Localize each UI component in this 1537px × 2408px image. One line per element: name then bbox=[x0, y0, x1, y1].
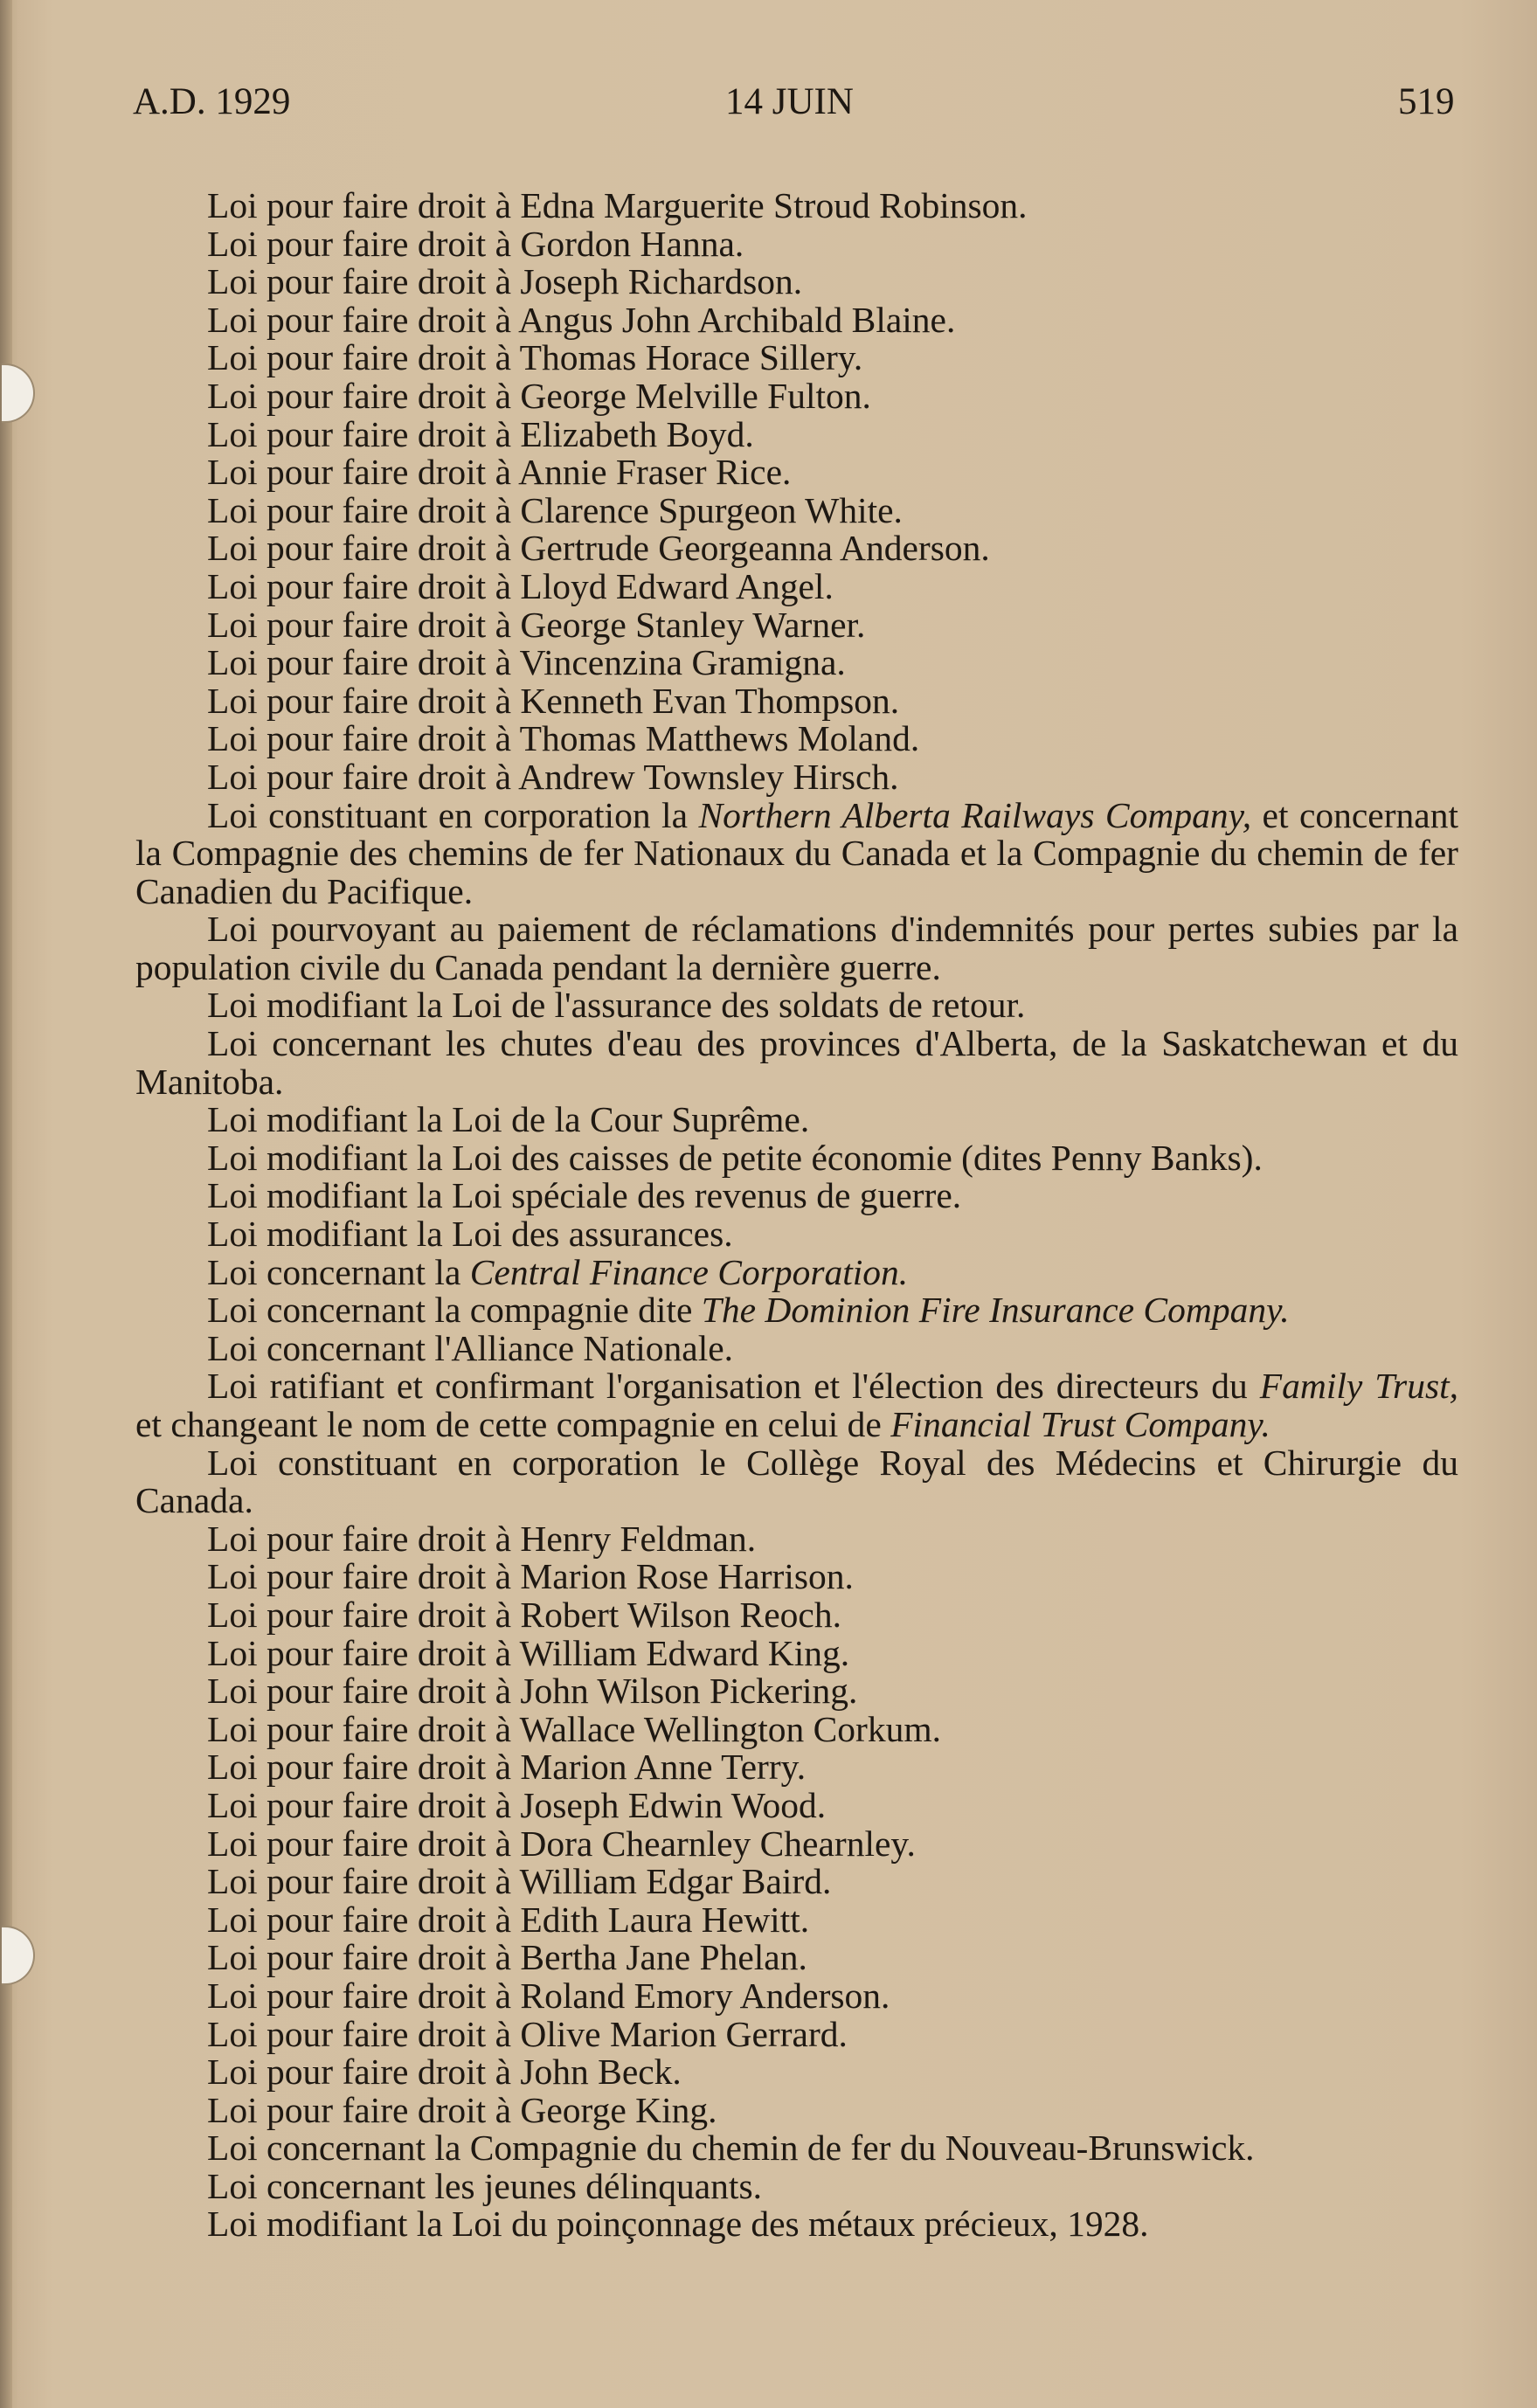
entry-text: Loi pour faire droit à Joseph Edwin Wood. bbox=[207, 1784, 827, 1825]
entry-text: Loi pour faire droit à Gertrude Georgeanna Anderson. bbox=[207, 528, 990, 569]
entry-text: Loi modifiant la Loi de l'assurance des soldats de retour. bbox=[207, 985, 1026, 1026]
entry-text: Loi pour faire droit à Marion Anne Terry. bbox=[207, 1747, 807, 1788]
bill-entry bbox=[135, 2013, 1458, 2054]
entry-text: Loi concernant les jeunes délinquants. bbox=[207, 2165, 762, 2206]
bill-entry bbox=[135, 1748, 1458, 1787]
bill-entry bbox=[135, 1520, 1458, 1559]
bill-entry bbox=[135, 1939, 1458, 1977]
entry-text: Loi pour faire droit à Gordon Hanna. bbox=[207, 223, 744, 264]
entry-text: Loi pour faire droit à Andrew Townsley Hirsch. bbox=[207, 756, 899, 797]
bill-entry bbox=[135, 644, 1458, 682]
bill-entry bbox=[135, 1139, 1458, 1178]
entry-italic-text: Family Trust, bbox=[1259, 1366, 1459, 1407]
bill-entry bbox=[135, 1251, 1458, 1292]
bill-entry bbox=[135, 377, 1458, 416]
header-year: A.D. 1929 bbox=[133, 81, 291, 122]
entry-text: Loi concernant l'Alliance Nationale. bbox=[207, 1327, 734, 1368]
entry-text: Loi pour faire droit à Robert Wilson Reoch. bbox=[207, 1594, 841, 1635]
bill-entry bbox=[135, 1672, 1458, 1711]
entry-text: Loi pour faire droit à Edith Laura Hewitt. bbox=[207, 1899, 810, 1940]
entry-text: Loi pour faire droit à Lloyd Edward Angel. bbox=[207, 565, 834, 606]
entry-text: Loi concernant les chutes d'eau des provinces d'Alberta, de la Saskatchewan et du Manitoba. bbox=[135, 1023, 1458, 1102]
bill-entry bbox=[135, 565, 1458, 606]
entry-text: Loi pour faire droit à Kenneth Evan Thompson. bbox=[207, 680, 900, 721]
bill-entry bbox=[135, 1558, 1458, 1596]
entry-text: Loi pour faire droit à John Wilson Pickering. bbox=[207, 1671, 858, 1712]
entry-text: Loi pourvoyant au paiement de réclamations d'indemnités pour pertes subies par la population civile du Canada pendant la dernière guerre. bbox=[135, 909, 1458, 987]
entry-text: Loi pour faire droit à Angus John Archibald Blaine. bbox=[207, 299, 956, 340]
binder-hole bbox=[2, 1926, 35, 1985]
bill-entry bbox=[135, 1327, 1458, 1368]
entry-text: Loi concernant la Compagnie du chemin de fer du Nouveau-Brunswick. bbox=[207, 2128, 1255, 2169]
entry-text: Loi pour faire droit à Joseph Richardson. bbox=[207, 261, 803, 302]
bill-entry bbox=[135, 1215, 1458, 1254]
entry-text: Loi modifiant la Loi spéciale des revenus de guerre. bbox=[207, 1175, 962, 1216]
binder-hole bbox=[2, 363, 35, 423]
entry-text: Loi modifiant la Loi de la Cour Suprême. bbox=[207, 1099, 810, 1140]
entry-text: Loi pour faire droit à Henry Feldman. bbox=[207, 1518, 757, 1559]
binding-edge bbox=[0, 0, 12, 2408]
bill-entry bbox=[135, 413, 1458, 454]
entry-text: Loi ratifiant et confirmant l'organisation et l'élection des directeurs du bbox=[207, 1366, 1260, 1407]
entry-text: Loi concernant la bbox=[207, 1251, 470, 1292]
entry-text: Loi modifiant la Loi des caisses de petite économie (dites Penny Banks). bbox=[207, 1137, 1263, 1178]
entry-text: Loi modifiant la Loi des assurances. bbox=[207, 1214, 733, 1255]
bill-entry bbox=[135, 2205, 1458, 2244]
bill-entry bbox=[135, 986, 1458, 1025]
bill-entry bbox=[135, 2165, 1458, 2206]
bill-entry bbox=[135, 1367, 1458, 1443]
entry-text: Loi pour faire droit à Edna Marguerite Stroud Robinson. bbox=[207, 185, 1028, 225]
bill-entry bbox=[135, 910, 1458, 986]
bill-entry bbox=[135, 1444, 1458, 1520]
header-date: 14 JUIN bbox=[725, 81, 854, 122]
entry-text: et changeant le nom de cette compagnie en celui de bbox=[135, 1404, 891, 1444]
bill-entry bbox=[135, 2089, 1458, 2130]
bill-entry bbox=[135, 187, 1458, 225]
entry-text: Loi pour faire droit à William Edgar Baird. bbox=[207, 1861, 832, 1902]
bill-list bbox=[135, 187, 1458, 2244]
bill-entry bbox=[135, 529, 1458, 568]
bill-entry bbox=[135, 301, 1458, 340]
entry-text: Loi pour faire droit à Roland Emory Anderson. bbox=[207, 1975, 890, 2016]
bill-entry bbox=[135, 1101, 1458, 1139]
bill-entry bbox=[135, 794, 1458, 911]
entry-text: Loi pour faire droit à Thomas Horace Sillery. bbox=[207, 337, 863, 378]
bill-entry bbox=[135, 1632, 1458, 1673]
page-number: 519 bbox=[1398, 81, 1455, 122]
bill-entry bbox=[135, 1291, 1458, 1330]
bill-entry bbox=[135, 1784, 1458, 1825]
bill-entry bbox=[135, 489, 1458, 530]
bill-entry bbox=[135, 720, 1458, 758]
entry-text: Loi concernant la compagnie dite bbox=[207, 1290, 702, 1331]
running-header bbox=[0, 80, 1537, 133]
bill-entry bbox=[135, 225, 1458, 264]
entry-text: Loi pour faire droit à Marion Rose Harrison. bbox=[207, 1556, 854, 1597]
entry-italic-text: The Dominion Fire Insurance Company. bbox=[701, 1290, 1290, 1331]
entry-text: Loi constituant en corporation le Collège Royal des Médecins et Chirurgie du Canada. bbox=[135, 1442, 1458, 1521]
bill-entry bbox=[135, 263, 1458, 301]
entry-text: Loi pour faire droit à Annie Fraser Rice. bbox=[207, 452, 792, 493]
entry-text: Loi pour faire droit à William Edward King. bbox=[207, 1632, 850, 1673]
entry-text: Loi pour faire droit à Elizabeth Boyd. bbox=[207, 413, 754, 454]
entry-text: Loi constituant en corporation la bbox=[207, 794, 699, 835]
entry-text: Loi modifiant la Loi du poinçonnage des métaux précieux, 1928. bbox=[207, 2204, 1149, 2245]
entry-text: Loi pour faire droit à George Melville Fulton. bbox=[207, 375, 871, 416]
bill-entry bbox=[135, 1977, 1458, 2016]
entry-text: Loi pour faire droit à Bertha Jane Phelan. bbox=[207, 1937, 807, 1978]
bill-entry bbox=[135, 1596, 1458, 1635]
entry-text: Loi pour faire droit à George King. bbox=[207, 2089, 717, 2130]
bill-entry bbox=[135, 1825, 1458, 1864]
entry-text: Loi pour faire droit à Dora Chearnley Chearnley. bbox=[207, 1823, 916, 1864]
entry-italic-text: Northern Alberta Railways Company, bbox=[698, 794, 1252, 835]
entry-text: Loi pour faire droit à John Beck. bbox=[207, 2052, 682, 2093]
bill-entry bbox=[135, 606, 1458, 645]
entry-italic-text: Financial Trust Company. bbox=[890, 1404, 1270, 1444]
bill-entry bbox=[135, 1708, 1458, 1749]
bill-entry bbox=[135, 1901, 1458, 1940]
entry-text: Loi pour faire droit à George Stanley Warner. bbox=[207, 604, 866, 645]
entry-text: Loi pour faire droit à Thomas Matthews Moland. bbox=[207, 718, 920, 759]
bill-entry bbox=[135, 2129, 1458, 2168]
entry-text: Loi pour faire droit à Clarence Spurgeon White. bbox=[207, 489, 903, 530]
entry-text: et concernant la Compagnie des chemins de fer Nationaux du Canada et la Compagnie du chemin de fer Canadien du Pacifique. bbox=[135, 794, 1458, 911]
bill-entry bbox=[135, 2053, 1458, 2092]
bill-entry bbox=[135, 758, 1458, 797]
bill-entry bbox=[135, 1177, 1458, 1215]
bill-entry bbox=[135, 1025, 1458, 1101]
bill-entry bbox=[135, 339, 1458, 377]
bill-entry bbox=[135, 682, 1458, 721]
bill-entry bbox=[135, 1863, 1458, 1901]
entry-italic-text: Central Finance Corporation. bbox=[469, 1251, 909, 1292]
entry-text: Loi pour faire droit à Wallace Wellington Corkum. bbox=[207, 1708, 942, 1749]
entry-text: Loi pour faire droit à Olive Marion Gerrard. bbox=[207, 2013, 848, 2054]
entry-text: Loi pour faire droit à Vincenzina Gramigna. bbox=[207, 642, 846, 683]
bill-entry bbox=[135, 453, 1458, 492]
